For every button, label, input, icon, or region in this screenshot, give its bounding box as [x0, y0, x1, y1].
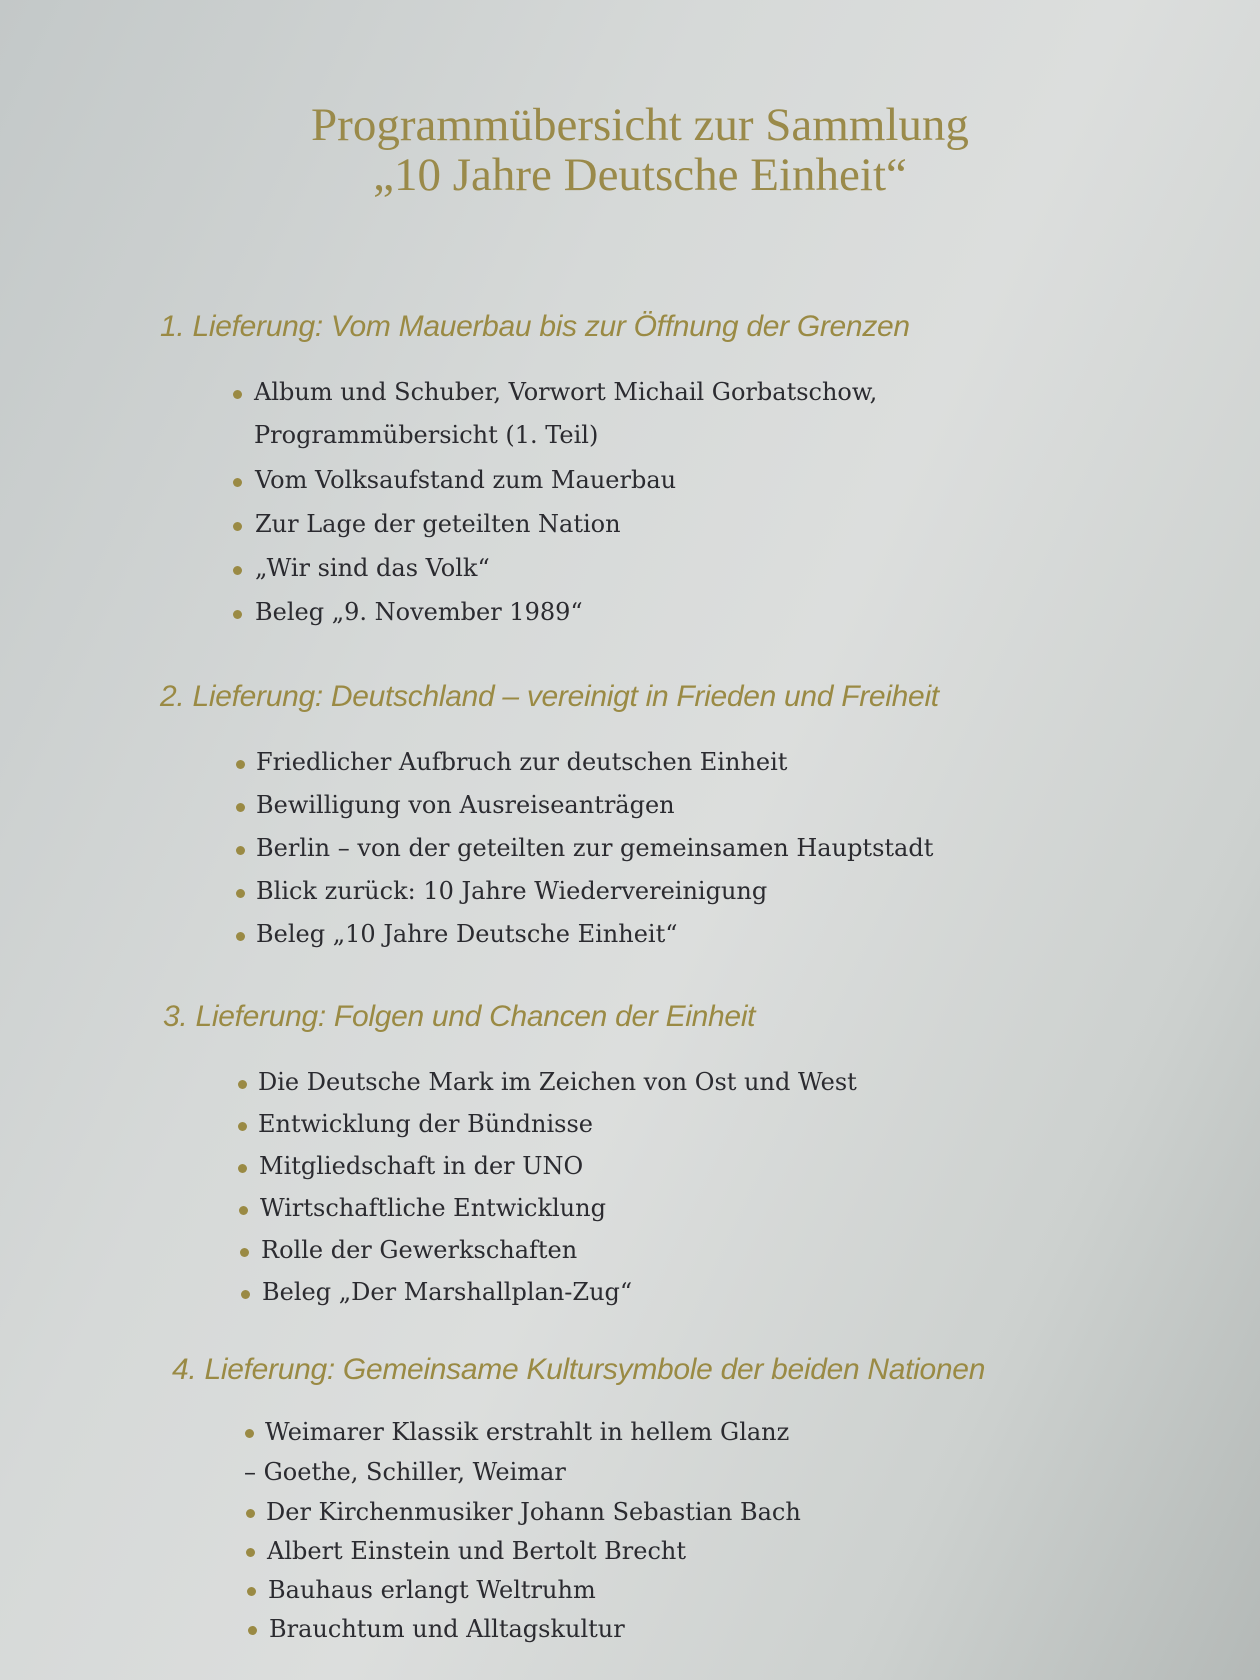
list-item: Beleg „9. November 1989“ — [255, 598, 583, 626]
list-item: Bewilligung von Ausreiseanträgen — [256, 791, 675, 819]
list-item: Brauchtum und Alltagskultur — [269, 1615, 625, 1643]
list-item: Albert Einstein und Bertolt Brecht — [267, 1537, 687, 1565]
title-line-2: „10 Jahre Deutsche Einheit“ — [373, 149, 907, 201]
bullet-icon — [247, 1587, 256, 1596]
list-item: Der Kirchenmusiker Johann Sebastian Bach — [266, 1498, 801, 1526]
bullet-icon — [246, 1548, 255, 1557]
list-item: Beleg „Der Marshallplan-Zug“ — [262, 1278, 633, 1306]
bullet-icon — [238, 1164, 247, 1173]
list-item: Beleg „10 Jahre Deutsche Einheit“ — [256, 920, 678, 948]
bullet-icon — [233, 478, 242, 487]
section-heading: 2. Lieferung: Deutschland – vereinigt in Frieden und Freiheit — [160, 680, 939, 713]
list-item: Die Deutsche Mark im Zeichen von Ost und West — [258, 1068, 857, 1096]
list-item: Rolle der Gewerkschaften — [261, 1236, 578, 1264]
bullet-icon — [245, 1429, 254, 1438]
list-item: Berlin – von der geteilten zur gemeinsamen Hauptstadt — [256, 834, 934, 862]
list-item: Entwicklung der Bündnisse — [258, 1110, 593, 1138]
bullet-icon — [246, 1509, 255, 1518]
list-item: Vom Volksaufstand zum Mauerbau — [255, 466, 677, 494]
list-item: Mitgliedschaft in der UNO — [259, 1152, 584, 1180]
bullet-icon — [236, 932, 245, 941]
bullet-icon — [248, 1626, 257, 1635]
list-item: Wirtschaftliche Entwicklung — [260, 1194, 606, 1222]
title-line-1: Programmübersicht zur Sammlung — [311, 99, 969, 151]
list-item: Friedlicher Aufbruch zur deutschen Einheit — [256, 748, 788, 776]
section-heading: 4. Lieferung: Gemeinsame Kultursymbole der beiden Nationen — [172, 1353, 986, 1386]
section-heading: 3. Lieferung: Folgen und Chancen der Einheit — [163, 1000, 756, 1033]
bullet-icon — [236, 846, 245, 855]
list-item: Weimarer Klassik erstrahlt in hellem Glanz — [265, 1418, 790, 1446]
bullet-icon — [240, 1248, 249, 1257]
bullet-icon — [238, 1122, 247, 1131]
bullet-icon — [233, 610, 242, 619]
list-item: Bauhaus erlangt Weltruhm — [268, 1576, 596, 1604]
list-item: Album und Schuber, Vorwort Michail Gorbatschow, — [254, 378, 878, 406]
list-item: Programmübersicht (1. Teil) — [254, 421, 599, 449]
bullet-icon — [241, 1290, 250, 1299]
bullet-icon — [233, 566, 242, 575]
list-item: – Goethe, Schiller, Weimar — [244, 1458, 566, 1486]
list-item: „Wir sind das Volk“ — [255, 554, 490, 582]
list-item: Zur Lage der geteilten Nation — [255, 510, 621, 538]
page-title — [140, 100, 1140, 200]
bullet-icon — [236, 760, 245, 769]
section-heading: 1. Lieferung: Vom Mauerbau bis zur Öffnung der Grenzen — [160, 310, 910, 343]
bullet-icon — [236, 889, 245, 898]
bullet-icon — [238, 1080, 247, 1089]
list-item: Blick zurück: 10 Jahre Wiedervereinigung — [256, 877, 768, 905]
bullet-icon — [233, 390, 242, 399]
bullet-icon — [233, 522, 242, 531]
bullet-icon — [236, 803, 245, 812]
bullet-icon — [239, 1206, 248, 1215]
